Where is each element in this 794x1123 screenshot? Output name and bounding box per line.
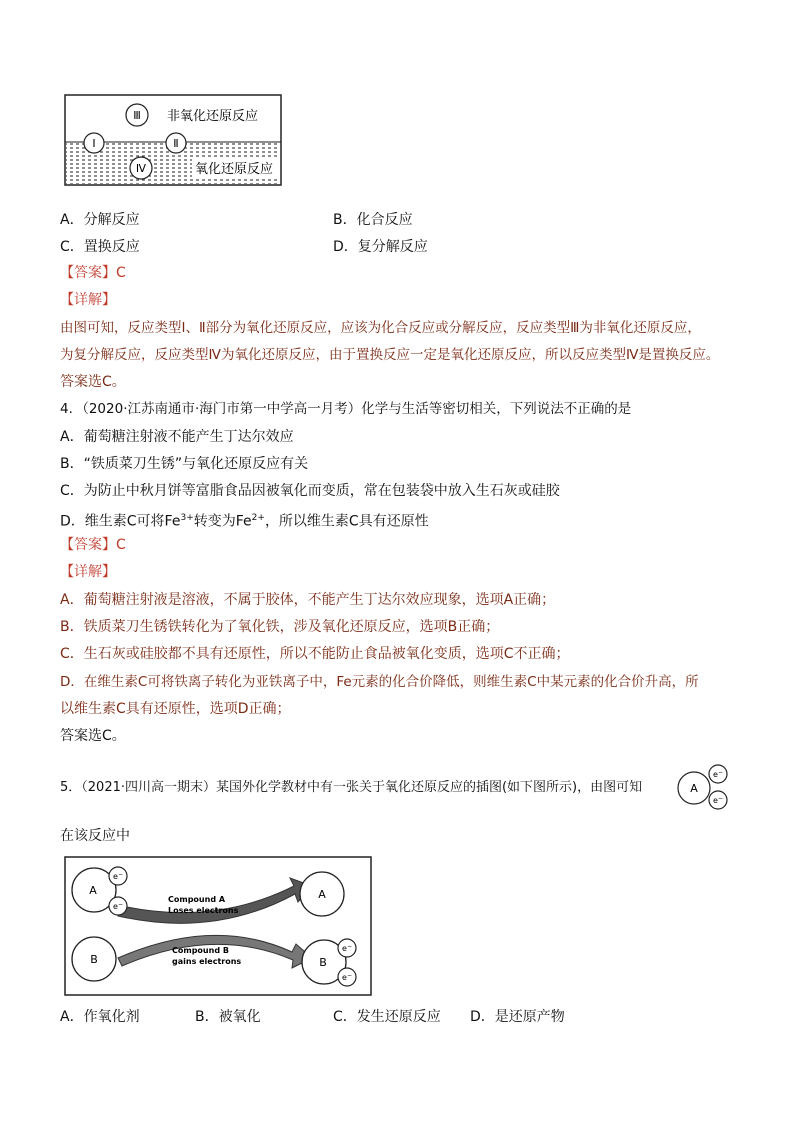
inline-electron-2: e− <box>713 795 723 805</box>
q4-answer: 【答案】C <box>60 537 126 553</box>
q3-detail-label: 【详解】 <box>60 292 116 308</box>
electron-a-top: e− <box>113 871 123 881</box>
q5-stem-continued: 在该反应中 <box>60 828 130 844</box>
q4-detail-d-line-2: 以维生素C具有还原性，选项D正确； <box>60 701 291 717</box>
electron-b-bottom: e− <box>342 972 352 982</box>
inline-atom-a-label: A <box>690 782 698 795</box>
atom-a-right-label: A <box>318 888 326 901</box>
q4-detail-label: 【详解】 <box>60 564 116 580</box>
q3-option-c: C．置换反应 <box>60 239 140 255</box>
q3-option-d: D．复分解反应 <box>333 239 428 255</box>
q4-option-a: A．葡萄糖注射液不能产生丁达尔效应 <box>60 429 294 445</box>
atom-b-left-label: B <box>90 953 98 966</box>
inline-atom-a-figure <box>676 762 734 814</box>
q3-answer: 【答案】C <box>60 265 126 281</box>
q5-option-a: A．作氧化剂 <box>60 1009 140 1025</box>
atom-b-right-label: B <box>319 956 327 969</box>
q4-conclusion: 答案选C。 <box>60 728 126 744</box>
q4-option-c: C．为防止中秋月饼等富脂食品因被氧化而变质，常在包装袋中放入生石灰或硅胶 <box>60 483 560 499</box>
q3-detail-line-1: 由图可知，反应类型Ⅰ、Ⅱ部分为氧化还原反应，应该为化合反应或分解反应，反应类型Ⅲ为非氧化还原反应， <box>60 320 701 336</box>
q5-option-d: D．是还原产物 <box>470 1009 565 1025</box>
inline-electron-1: e− <box>713 769 723 779</box>
q4-option-b: B．“铁质菜刀生锈”与氧化还原反应有关 <box>60 456 309 472</box>
region-1-label: Ⅰ <box>92 137 96 150</box>
non-redox-label: 非氧化还原反应 <box>167 109 259 124</box>
q4-detail-c: C．生石灰或硅胶都不具有还原性，所以不能防止食品被氧化变质，选项C不正确； <box>60 646 570 662</box>
region-2-label: Ⅱ <box>173 137 179 150</box>
q3-detail-line-2: 为复分解反应，反应类型Ⅳ为氧化还原反应，由于置换反应一定是氧化还原反应，所以反应类型Ⅳ是置换反应。 <box>60 347 720 363</box>
q4-detail-b: B．铁质菜刀生锈铁转化为了氧化铁，涉及氧化还原反应，选项B正确； <box>60 619 500 635</box>
q4-stem: 4．（2020·江苏南通市·海门市第一中学高一月考）化学与生活等密切相关，下列说法不正确的是 <box>60 401 632 417</box>
q4-detail-a: A．葡萄糖注射液是溶液，不属于胶体，不能产生丁达尔效应现象，选项A正确； <box>60 592 556 608</box>
q3-option-a: A．分解反应 <box>60 212 140 228</box>
electron-transfer-figure <box>64 856 372 996</box>
atom-a-left-label: A <box>89 884 97 897</box>
q5-options-row <box>60 1006 740 1026</box>
q3-options-row-1 <box>60 209 740 229</box>
region-3-label: Ⅲ <box>133 109 141 122</box>
arrow-b-caption-1: Compound B <box>172 946 229 955</box>
arrow-a-caption-2: Loses electrons <box>168 906 239 915</box>
region-4-label: Ⅳ <box>135 162 147 175</box>
reaction-type-diagram <box>64 94 284 188</box>
electron-b-top: e− <box>342 943 352 953</box>
q5-stem: 5．（2021·四川高一期末）某国外化学教材中有一张关于氧化还原反应的插图(如下图所示)，由图可知 <box>60 780 643 795</box>
q3-conclusion: 答案选C。 <box>60 374 126 390</box>
redox-label: 氧化还原反应 <box>195 162 274 177</box>
q4-option-d: D．维生素C可将$Fe^{3+}$转变为$Fe^{2+}$，所以维生素C具有还原性 <box>60 513 429 530</box>
q3-option-b: B．化合反应 <box>333 212 413 228</box>
arrow-a-caption-1: Compound A <box>168 895 226 904</box>
q4-detail-d-line-1: D．在维生素C可将铁离子转化为亚铁离子中，Fe元素的化合价降低，则维生素C中某元素的化合价升高，所 <box>60 674 699 690</box>
q3-options-row-2 <box>60 236 740 256</box>
q5-option-b: B．被氧化 <box>195 1009 261 1025</box>
arrow-b-caption-2: gains electrons <box>172 957 242 966</box>
electron-a-bottom: e− <box>113 901 123 911</box>
q5-option-c: C．发生还原反应 <box>333 1009 441 1025</box>
